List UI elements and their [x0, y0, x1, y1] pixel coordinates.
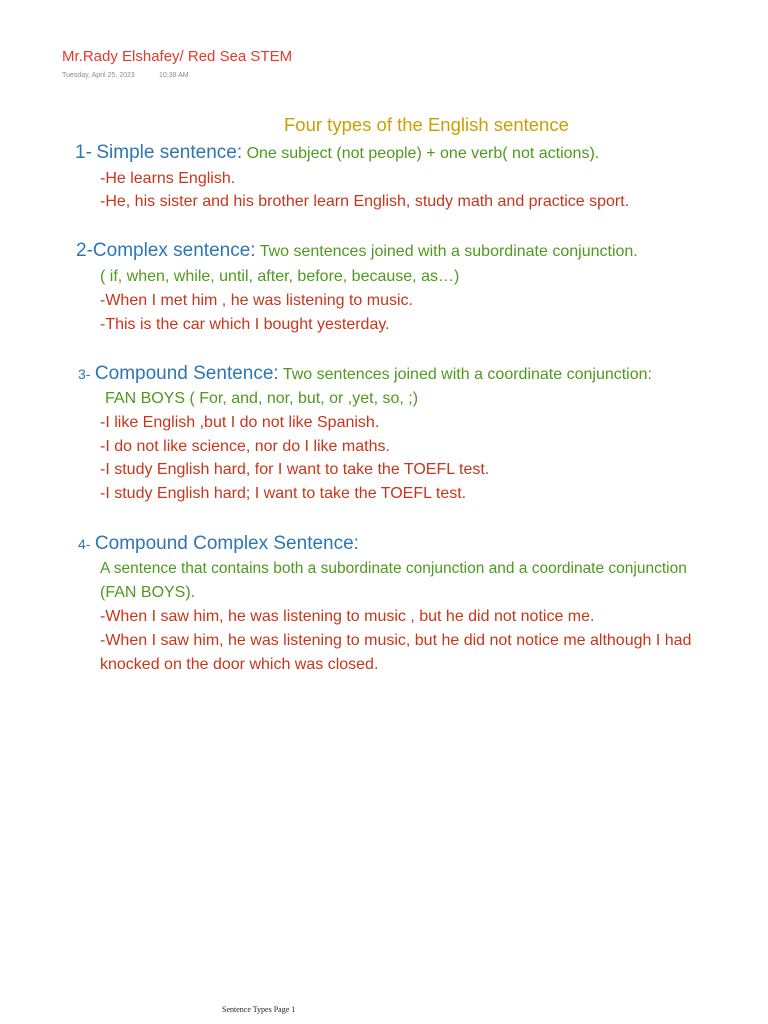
section-2-conjunction-list: ( if, when, while, until, after, before, because, as…)	[100, 268, 460, 285]
section-1-heading-line	[75, 141, 599, 166]
page-footer: Sentence Types Page 1	[222, 1005, 296, 1014]
section-3-definition: Two sentences joined with a coordinate conjunction:	[282, 366, 652, 383]
section-1-definition: One subject (not people) + one verb( not actions).	[246, 145, 600, 162]
author-line: Mr.Rady Elshafey/ Red Sea STEM	[62, 48, 293, 65]
page-title: Four types of the English sentence	[284, 114, 569, 135]
section-1-example-2: -He, his sister and his brother learn English, study math and practice sport.	[100, 193, 630, 210]
section-3-heading: Compound Sentence:	[94, 363, 279, 384]
note-time: 10:38 AM	[159, 72, 189, 79]
section-2-heading: Complex sentence:	[92, 240, 256, 261]
note-date: Tuesday, April 25, 2023	[62, 72, 135, 79]
section-4-definition-2: (FAN BOYS).	[100, 584, 196, 601]
section-1-number: 1-	[75, 142, 92, 163]
section-2-example-1: -When I met him , he was listening to music.	[100, 292, 413, 309]
section-1-example-1: -He learns English.	[100, 170, 236, 187]
section-4-example-2: -When I saw him, he was listening to music, but he did not notice me although I had	[100, 632, 692, 649]
section-4-example-1: -When I saw him, he was listening to music , but he did not notice me.	[100, 608, 595, 625]
section-2-heading-line	[76, 239, 638, 264]
section-3-heading-line	[78, 362, 652, 387]
section-4-definition-1: A sentence that contains both a subordinate conjunction and a coordinate conjunction	[100, 560, 687, 577]
section-3-example-3: -I study English hard, for I want to take the TOEFL test.	[100, 461, 490, 478]
section-3-example-4: -I study English hard; I want to take the TOEFL test.	[100, 485, 467, 502]
section-3-example-2: -I do not like science, nor do I like maths.	[100, 438, 390, 455]
section-4-example-2-cont: knocked on the door which was closed.	[100, 656, 379, 673]
section-2-definition: Two sentences joined with a subordinate conjunction.	[259, 243, 638, 260]
section-4-heading-line	[78, 532, 359, 557]
section-3-example-1: -I like English ,but I do not like Spanish.	[100, 414, 380, 431]
section-3-fanboys-list: FAN BOYS ( For, and, nor, but, or ,yet, so, ;)	[105, 390, 419, 407]
section-2-number: 2-	[76, 240, 93, 261]
section-2-example-2: -This is the car which I bought yesterday.	[100, 316, 390, 333]
section-4-heading: Compound Complex Sentence:	[94, 533, 359, 554]
section-3-number: 3-	[78, 366, 91, 382]
section-4-number: 4-	[78, 536, 91, 552]
section-1-heading: Simple sentence:	[96, 142, 243, 163]
